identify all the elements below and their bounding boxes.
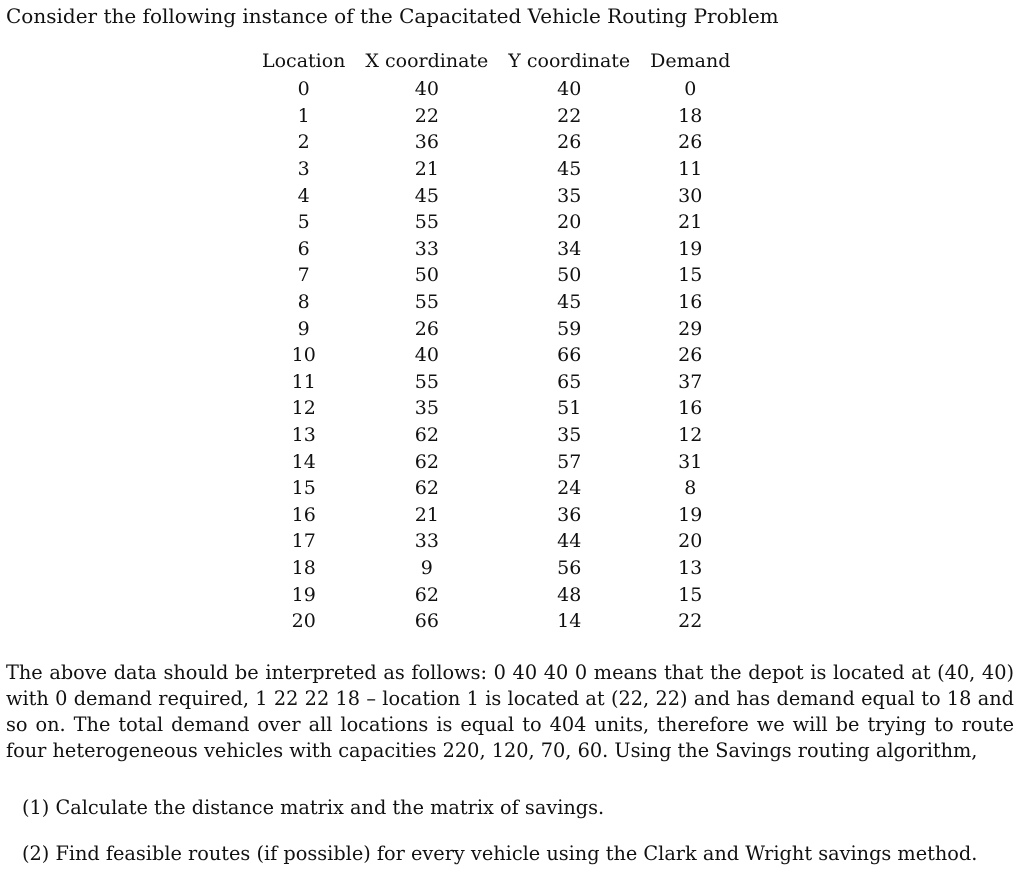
cell-x-coordinate: 55	[414, 291, 439, 314]
table-row	[252, 422, 740, 449]
question-2: (2) Find feasible routes (if possible) for every vehicle using the Clark and Wright savings method.	[22, 842, 978, 865]
table-row	[252, 236, 740, 263]
cell-demand: 12	[678, 424, 703, 447]
cell-y-coordinate: 22	[557, 104, 582, 127]
cell-x-coordinate: 55	[414, 370, 439, 393]
cell-demand: 31	[678, 450, 703, 473]
header-demand: Demand	[650, 50, 731, 72]
explanation-paragraph: The above data should be interpreted as follows: 0 40 40 0 means that the depot is located at (40, 40) with 0 demand required, 1 22 22 18 – location 1 is located at (22, 22) and has demand equal to 18 and so on. The total demand over all locations is equal to 404 units, therefore we will be trying to route four heterogeneous vehicles with capacities 220, 120, 70, 60. Using the Savings routing algorithm,	[6, 661, 1014, 762]
table-row	[252, 103, 740, 130]
cell-demand: 37	[678, 370, 703, 393]
cell-location: 5	[297, 211, 310, 234]
header-y-coordinate: Y coordinate	[508, 50, 631, 72]
table-row	[252, 342, 740, 369]
table-row	[252, 502, 740, 529]
cell-location: 13	[291, 424, 316, 447]
cell-y-coordinate: 51	[557, 397, 582, 420]
cell-demand: 26	[678, 344, 703, 367]
table-row	[252, 129, 740, 156]
cell-x-coordinate: 62	[414, 477, 439, 500]
table-row	[252, 262, 740, 289]
cell-y-coordinate: 56	[557, 556, 582, 579]
table-row	[252, 156, 740, 183]
cell-x-coordinate: 9	[420, 556, 433, 579]
cell-demand: 0	[684, 78, 697, 101]
table-row	[252, 581, 740, 608]
cell-x-coordinate: 62	[414, 583, 439, 606]
cell-demand: 16	[678, 291, 703, 314]
table-row	[252, 315, 740, 342]
cell-x-coordinate: 55	[414, 211, 439, 234]
table-row	[252, 448, 740, 475]
cell-y-coordinate: 26	[557, 131, 582, 154]
table-row	[252, 182, 740, 209]
cell-x-coordinate: 45	[414, 184, 439, 207]
cell-demand: 8	[684, 477, 697, 500]
cell-x-coordinate: 62	[414, 424, 439, 447]
cell-x-coordinate: 40	[414, 78, 439, 101]
cell-y-coordinate: 65	[557, 370, 582, 393]
cell-demand: 15	[678, 583, 703, 606]
cell-demand: 21	[678, 211, 703, 234]
cell-location: 17	[291, 530, 316, 553]
cell-y-coordinate: 14	[557, 610, 582, 633]
cell-y-coordinate: 48	[557, 583, 582, 606]
cell-location: 19	[291, 583, 316, 606]
cell-x-coordinate: 40	[414, 344, 439, 367]
cvrp-data-table	[252, 46, 740, 634]
cell-location: 4	[297, 184, 310, 207]
cell-demand: 30	[678, 184, 703, 207]
table-row	[252, 608, 740, 635]
cell-x-coordinate: 36	[414, 131, 439, 154]
cell-location: 7	[297, 264, 310, 287]
cell-location: 10	[291, 344, 316, 367]
cell-location: 2	[297, 131, 310, 154]
cell-x-coordinate: 35	[414, 397, 439, 420]
cell-demand: 16	[678, 397, 703, 420]
cell-demand: 20	[678, 530, 703, 553]
cell-location: 6	[297, 237, 310, 260]
cell-x-coordinate: 21	[414, 158, 439, 181]
cell-y-coordinate: 57	[557, 450, 582, 473]
cell-x-coordinate: 62	[414, 450, 439, 473]
cell-location: 16	[291, 503, 316, 526]
cell-demand: 19	[678, 237, 703, 260]
table-row	[252, 209, 740, 236]
cell-x-coordinate: 33	[414, 530, 439, 553]
table-body	[252, 76, 740, 634]
cell-location: 12	[291, 397, 316, 420]
cell-x-coordinate: 50	[414, 264, 439, 287]
table-row	[252, 528, 740, 555]
cell-y-coordinate: 24	[557, 477, 582, 500]
cell-demand: 26	[678, 131, 703, 154]
cell-y-coordinate: 40	[557, 78, 582, 101]
cell-location: 20	[291, 610, 316, 633]
table-row	[252, 475, 740, 502]
table-row	[252, 76, 740, 103]
cell-demand: 11	[678, 158, 703, 181]
cell-y-coordinate: 35	[557, 424, 582, 447]
cell-x-coordinate: 66	[414, 610, 439, 633]
cell-x-coordinate: 26	[414, 317, 439, 340]
cell-x-coordinate: 22	[414, 104, 439, 127]
cell-y-coordinate: 66	[557, 344, 582, 367]
cell-demand: 15	[678, 264, 703, 287]
cell-demand: 29	[678, 317, 703, 340]
cell-y-coordinate: 45	[557, 158, 582, 181]
cell-location: 14	[291, 450, 316, 473]
header-location: Location	[262, 50, 346, 72]
cell-y-coordinate: 34	[557, 237, 582, 260]
table-row	[252, 289, 740, 316]
cell-location: 18	[291, 556, 316, 579]
cell-location: 3	[297, 158, 310, 181]
cell-y-coordinate: 59	[557, 317, 582, 340]
cell-y-coordinate: 35	[557, 184, 582, 207]
cell-y-coordinate: 36	[557, 503, 582, 526]
cell-location: 0	[297, 78, 310, 101]
cell-demand: 22	[678, 610, 703, 633]
table-row	[252, 555, 740, 582]
table-row	[252, 369, 740, 396]
table-header-row	[252, 46, 740, 76]
cell-location: 11	[291, 370, 316, 393]
table-row	[252, 395, 740, 422]
cell-location: 15	[291, 477, 316, 500]
cell-demand: 19	[678, 503, 703, 526]
cell-demand: 13	[678, 556, 703, 579]
cell-y-coordinate: 44	[557, 530, 582, 553]
cell-location: 9	[297, 317, 310, 340]
cell-location: 1	[297, 104, 310, 127]
cell-x-coordinate: 33	[414, 237, 439, 260]
cell-location: 8	[297, 291, 310, 314]
cell-y-coordinate: 20	[557, 211, 582, 234]
cell-y-coordinate: 50	[557, 264, 582, 287]
cell-x-coordinate: 21	[414, 503, 439, 526]
intro-text: Consider the following instance of the Capacitated Vehicle Routing Problem	[6, 4, 779, 28]
cell-y-coordinate: 45	[557, 291, 582, 314]
header-x-coordinate: X coordinate	[365, 50, 489, 72]
question-1: (1) Calculate the distance matrix and the matrix of savings.	[22, 796, 605, 819]
cell-demand: 18	[678, 104, 703, 127]
